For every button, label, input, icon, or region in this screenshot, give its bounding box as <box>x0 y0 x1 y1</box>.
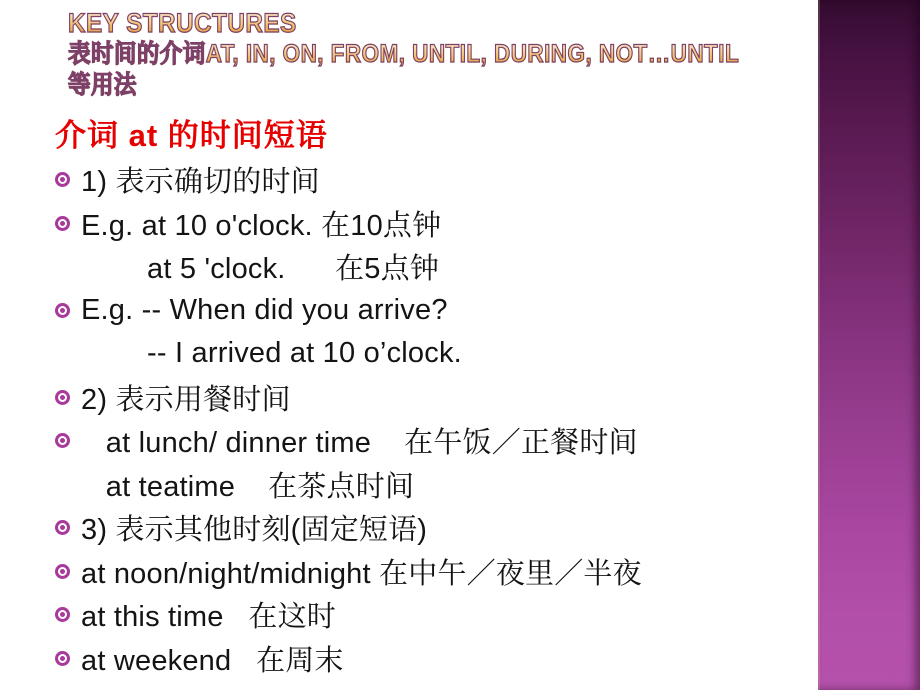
bullet-list <box>55 158 920 680</box>
list-item-text: 3) 表示其他时刻(固定短语) <box>81 514 428 547</box>
bullet-icon <box>55 172 81 187</box>
bullet-icon <box>55 564 81 579</box>
bullet-icon <box>55 216 81 231</box>
list-item-text: E.g. -- When did you arrive? <box>81 293 448 326</box>
list-item-text: at noon/night/midnight 在中午／夜里／半夜 <box>81 557 642 590</box>
list-item-text: at 5 'clock. 在5点钟 <box>81 253 440 286</box>
list-item-text: at lunch/ dinner time 在午饭／正餐时间 <box>81 427 638 460</box>
slide-title-line2: 表时间的介词AT, IN, ON, FROM, UNTIL, DURING, NOT…UNTIL <box>68 39 835 70</box>
list-item <box>55 245 920 289</box>
list-item <box>55 376 920 420</box>
list-item <box>55 158 920 202</box>
list-item-text: 1) 表示确切的时间 <box>81 166 320 199</box>
list-item-text: at this time 在这时 <box>81 601 336 634</box>
bullet-icon <box>55 303 81 318</box>
bullet-icon <box>55 520 81 535</box>
list-item-text: at teatime 在茶点时间 <box>81 470 415 503</box>
slide-title-line1: KEY STRUCTURES <box>68 8 835 39</box>
list-item <box>55 289 920 333</box>
list-item <box>55 202 920 246</box>
slide-title-line3: 等用法 <box>68 70 835 101</box>
list-item <box>55 463 920 507</box>
bullet-icon <box>55 390 81 405</box>
list-item <box>55 506 920 550</box>
decorative-gradient-bar <box>818 0 920 690</box>
bullet-icon <box>55 607 81 622</box>
list-item-text: 2) 表示用餐时间 <box>81 383 291 416</box>
bullet-icon <box>55 433 81 448</box>
slide-title <box>68 8 920 101</box>
bullet-icon <box>55 477 81 492</box>
list-item <box>55 419 920 463</box>
bullet-icon <box>55 259 81 274</box>
list-item <box>55 550 920 594</box>
bullet-icon <box>55 651 81 666</box>
list-item <box>55 332 920 376</box>
bullet-icon <box>55 346 81 361</box>
list-item-text: E.g. at 10 o'clock. 在10点钟 <box>81 209 442 242</box>
list-item-text: at weekend 在周末 <box>81 644 344 677</box>
list-item-text: -- I arrived at 10 o’clock. <box>81 337 462 370</box>
list-item <box>55 593 920 637</box>
section-heading: 介词 at 的时间短语 <box>55 118 328 153</box>
list-item <box>55 637 920 681</box>
